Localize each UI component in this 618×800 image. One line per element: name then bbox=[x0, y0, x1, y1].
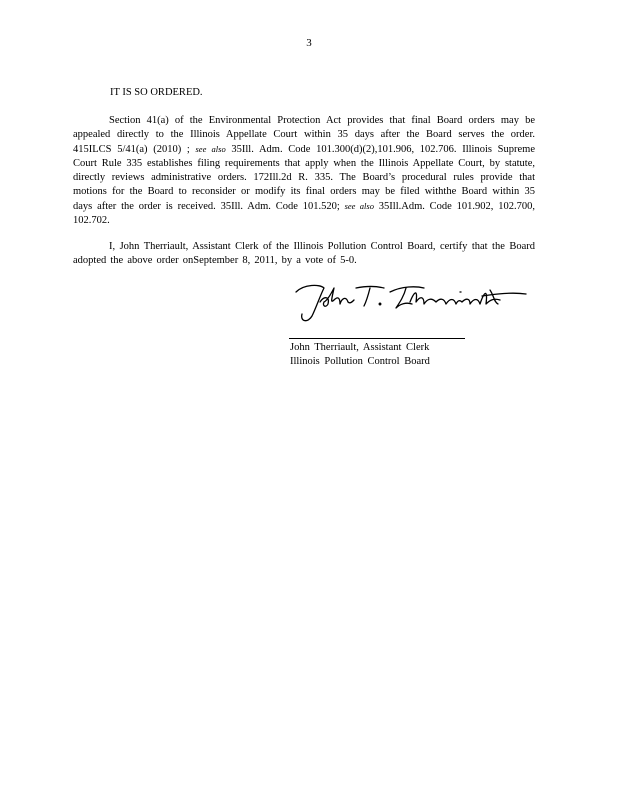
page-number: 3 bbox=[306, 37, 312, 49]
appeal-text-2: 35Ill. Adm. Code 101.300(d)(2),101.906, 102.706. Illinois Supreme Court Rule 335 establishes filing requirements that apply when the Illinois Appellate Court, by statute, directly reviews administrative orders. 172Ill.2d R. 335. The Board’s procedural rules provide that motions for the Board to reconsider or modify its final orders may be filed withthe Board within 35 days after the order is received. 35Ill. Adm. Code 101.520; bbox=[73, 144, 535, 212]
handwritten-signature bbox=[290, 278, 530, 328]
signer-name-title: John Therriault, Assistant Clerk bbox=[290, 342, 430, 353]
appeal-paragraph bbox=[73, 114, 535, 228]
certification-paragraph: I, John Therriault, Assistant Clerk of the Illinois Pollution Control Board, certify that the Board adopted the above order onSeptember 8, 2011, by a vote of 5-0. bbox=[73, 241, 535, 266]
see-also-citation-2: see also bbox=[344, 201, 374, 211]
signer-block bbox=[290, 341, 430, 369]
signature-line bbox=[289, 338, 465, 339]
appeal-text-1: Section 41(a) of the Environmental Protection Act provides that final Board orders may be appealed directly to the Illinois Appellate Court within 35 days after the Board serves the order. 415ILCS 5/41(a) (2010) ; bbox=[73, 115, 535, 155]
appeal-text-3: 35Ill.Adm. Code 101.902, 102.700, 102.702. bbox=[73, 201, 535, 226]
order-heading: IT IS SO ORDERED. bbox=[110, 87, 203, 98]
signer-organization: Illinois Pollution Control Board bbox=[290, 356, 430, 367]
see-also-citation-1: see also bbox=[195, 144, 226, 154]
